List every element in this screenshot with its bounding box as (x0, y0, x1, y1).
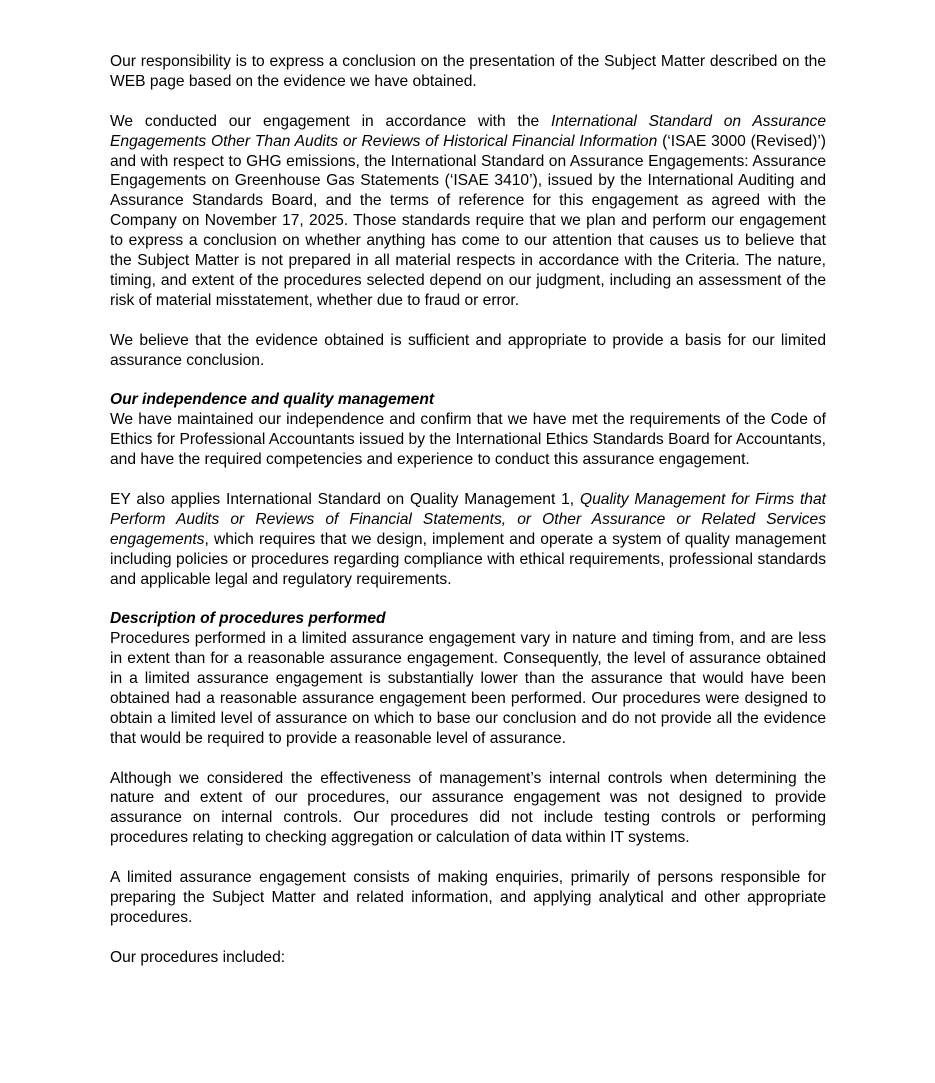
independence-paragraph: We have maintained our independence and confirm that we have met the requirements of the Code of Ethics for Professional Accountants issued by the International Ethics Standards Board for Accountants, and have the required competencies and experience to conduct this assurance engagement. (110, 411, 826, 469)
limited-assurance-paragraph: Procedures performed in a limited assurance engagement vary in nature and timing from, and are less in extent than for a reasonable assurance engagement. Consequently, the level of assurance obtained in a limited assurance engagement is substantially lower than the assurance that would have been obtained had a reasonable assurance engagement been performed. Our procedures were designed to obtain a limited level of assurance on which to base our conclusion and do not provide all the evidence that would be required to provide a reasonable level of assurance. (110, 630, 826, 747)
independence-heading: Our independence and quality management (110, 391, 435, 409)
procedures-included-paragraph: Our procedures included: (110, 948, 286, 966)
enquiries-paragraph: A limited assurance engagement consists of making enquiries, primarily of persons responsible for preparing the Subject Matter and related information, and applying analytical and other appropriate procedures. (110, 869, 826, 926)
quality-management-paragraph (110, 490, 826, 590)
evidence-paragraph: We believe that the evidence obtained is sufficient and appropriate to provide a basis for our limited assurance conclusion. (110, 331, 826, 369)
engagement-text-rest: (‘ISAE 3000 (Revised)’) and with respect to GHG emissions, the International Standard on Assurance Engagements: Assurance Engagements on Greenhouse Gas Statements (‘ISAE 3410’), issued by the International Auditing and Assurance Standards Board, and the terms of reference for this engagement as agreed with the Company on November 17, 2025. Those standards require that we plan and perform our engagement to express a conclusion on whether anything has come to our attention that causes us to believe that the Subject Matter is not prepared in all material respects in accordance with the Criteria. The nature, timing, and extent of the procedures selected depend on our judgment, including an assessment of the risk of material misstatement, whether due to fraud or error. (110, 132, 826, 309)
engagement-paragraph (110, 112, 826, 311)
isqm-title: Quality Management for Firms that Perform Audits or Reviews of Financial Statements, or Other Assurance or Related Services engagements (110, 490, 826, 548)
responsibility-paragraph: Our responsibility is to express a conclusion on the presentation of the Subject Matter described on the WEB page based on the evidence we have obtained. (110, 53, 826, 90)
quality-text-rest: , which requires that we design, implement and operate a system of quality management including policies or procedures regarding compliance with ethical requirements, professional standards and applicable legal and regulatory requirements. (110, 530, 826, 588)
procedures-heading: Description of procedures performed (110, 610, 386, 628)
document-page (110, 52, 826, 987)
internal-controls-paragraph: Although we considered the effectiveness of management’s internal controls when determining the nature and extent of our procedures, our assurance engagement was not designed to provide assurance on internal controls. Our procedures did not include testing controls or performing procedures relating to checking aggregation or calculation of data within IT systems. (110, 769, 826, 847)
engagement-text-start: We conducted our engagement in accordance with the (110, 112, 551, 130)
quality-text-start: EY also applies International Standard on Quality Management 1, (110, 490, 580, 508)
isae-3000-title: International Standard on Assurance Engagements Other Than Audits or Reviews of Historical Financial Information (110, 112, 826, 150)
